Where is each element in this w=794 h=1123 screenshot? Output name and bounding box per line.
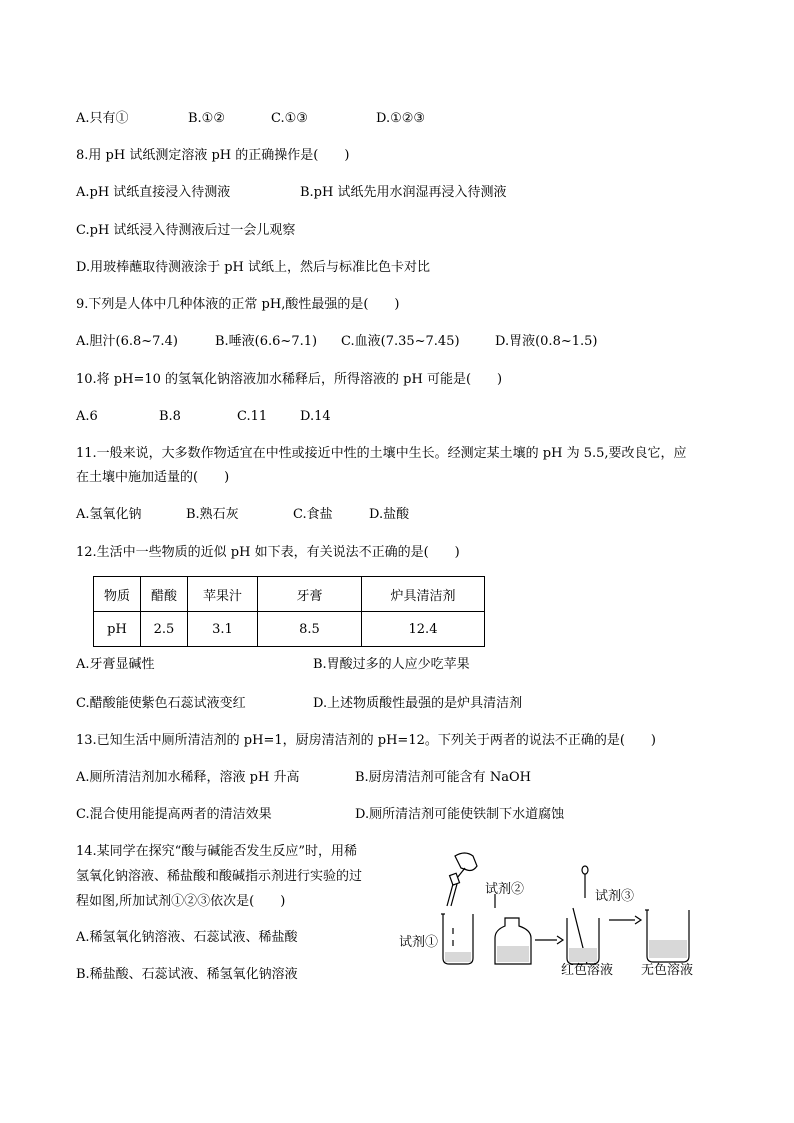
dropper-3-icon: [582, 866, 588, 898]
q8-option-d: D.用玻棒蘸取待测液涂于 pH 试纸上，然后与标准比色卡对比: [76, 260, 431, 275]
table-header-cell: 牙膏: [258, 577, 362, 612]
table-cell: 3.1: [188, 612, 258, 647]
q12-option-d: D.上述物质酸性最强的是炉具清洁剂: [313, 696, 523, 711]
q9-stem: 9.下列是人体中几种体液的正常 pH,酸性最强的是( ): [76, 297, 400, 312]
arrow-icon: [535, 936, 563, 944]
q7-option-a: A.只有①: [76, 111, 129, 126]
table-header-cell: 物质: [94, 577, 141, 612]
reagent-3-label: 试剂③: [595, 889, 635, 904]
table-header-cell: 炉具清洁剂: [362, 577, 485, 612]
q9-option-b: B.唾液(6.6~7.1): [215, 334, 318, 349]
q14-stem-line-2: 氢氧化钠溶液、稀盐酸和酸碱指示剂进行实验的过: [76, 869, 363, 884]
q7-option-d: D.①②③: [376, 111, 426, 126]
table-row: [94, 612, 485, 647]
q14-stem-line-3: 程如图,所加试剂①②③依次是( ): [76, 894, 286, 909]
table-header-cell: 苹果汁: [188, 577, 258, 612]
q8-option-a: A.pH 试纸直接浸入待测液: [76, 185, 231, 200]
q10-stem: 10.将 pH=10 的氢氧化钠溶液加水稀释后，所得溶液的 pH 可能是( ): [76, 372, 503, 387]
table-cell: 12.4: [362, 612, 485, 647]
beaker-3-icon: [567, 908, 599, 964]
q14-stem-line-1: 14.某同学在探究“酸与碱能否发生反应”时，用稀: [76, 844, 357, 859]
red-solution-label: 红色溶液: [561, 963, 614, 978]
q7-option-b: B.①②: [188, 111, 225, 126]
q13-stem: 13.已知生活中厕所清洁剂的 pH=1，厨房清洁剂的 pH=12。下列关于两者的说法不正确的是( ): [76, 733, 656, 748]
ph-table: [93, 576, 485, 647]
q13-option-d: D.厕所清洁剂可能使铁制下水道腐蚀: [355, 807, 565, 822]
q8-option-c: C.pH 试纸浸入待测液后过一会儿观察: [76, 223, 296, 238]
table-header-cell: 醋酸: [141, 577, 188, 612]
reagent-1-label: 试剂①: [399, 935, 439, 950]
q13-option-b: B.厨房清洁剂可能含有 NaOH: [355, 770, 531, 785]
q11-option-b: B.熟石灰: [186, 507, 239, 522]
table-cell: pH: [94, 612, 141, 647]
q7-option-c: C.①③: [271, 111, 308, 126]
q10-option-c: C.11: [237, 409, 268, 424]
q13-option-a: A.厕所清洁剂加水稀释，溶液 pH 升高: [76, 770, 300, 785]
q10-option-d: D.14: [300, 409, 331, 424]
q11-option-d: D.盐酸: [369, 507, 410, 522]
q13-option-c: C.混合使用能提高两者的清洁效果: [76, 807, 272, 822]
q12-option-b: B.胃酸过多的人应少吃苹果: [313, 657, 470, 672]
colorless-solution-label: 无色溶液: [641, 963, 694, 978]
reagent-bottle-icon: [495, 894, 531, 964]
q12-option-c: C.醋酸能使紫色石蕊试液变红: [76, 696, 246, 711]
arrow-icon: [609, 916, 641, 924]
q8-stem: 8.用 pH 试纸测定溶液 pH 的正确操作是( ): [76, 148, 350, 163]
q8-option-b: B.pH 试纸先用水润湿再浸入待测液: [300, 185, 507, 200]
dropper-icon: [447, 853, 477, 906]
table-header-row: [94, 577, 485, 612]
q10-option-b: B.8: [159, 409, 181, 424]
beaker-4-icon: [645, 910, 689, 962]
q9-option-a: A.胆汁(6.8~7.4): [76, 334, 178, 349]
q14-option-a: A.稀氢氧化钠溶液、石蕊试液、稀盐酸: [76, 930, 298, 945]
q12-stem: 12.生活中一些物质的近似 pH 如下表，有关说法不正确的是( ): [76, 545, 460, 560]
q11-option-c: C.食盐: [293, 507, 333, 522]
q11-stem-line-2: 在土壤中施加适量的( ): [76, 470, 230, 485]
table-cell: 2.5: [141, 612, 188, 647]
experiment-figure: [395, 848, 725, 978]
q14-option-b: B.稀盐酸、石蕊试液、稀氢氧化钠溶液: [76, 967, 298, 982]
reagent-2-label: 试剂②: [485, 882, 525, 897]
table-cell: 8.5: [258, 612, 362, 647]
q10-option-a: A.6: [76, 409, 98, 424]
beaker-1-icon: [441, 914, 473, 964]
q11-option-a: A.氢氧化钠: [76, 507, 142, 522]
q9-option-d: D.胃液(0.8~1.5): [495, 334, 598, 349]
q12-option-a: A.牙膏显碱性: [76, 657, 155, 672]
q9-option-c: C.血液(7.35~7.45): [341, 334, 460, 349]
q11-stem-line-1: 11.一般来说，大多数作物适宜在中性或接近中性的土壤中生长。经测定某土壤的 pH 为 5.5,要改良它，应: [76, 446, 687, 461]
